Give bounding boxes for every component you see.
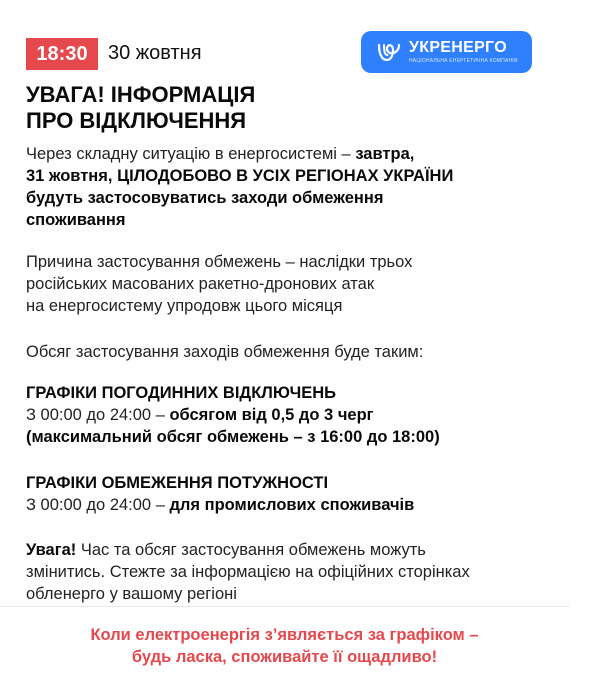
section1-time: З 00:00 до 24:00 – [26, 406, 170, 424]
section1-note: (максимальний обсяг обмежень – з 16:00 до 18:00) [26, 428, 440, 446]
para2-line-3: на енергосистему упродовж цього місяця [26, 297, 343, 315]
para1-bold-tomorrow: завтра, [355, 145, 415, 163]
warning-line-2: змінитись. Стежте за інформацією на офіційних сторінках [26, 563, 470, 581]
para1-bold-date: 31 жовтня, ЦІЛОДОБОВО В УСІХ РЕГІОНАХ УКРАЇНИ [26, 167, 454, 185]
warning-line-3: обленерго у вашому регіоні [26, 585, 237, 603]
warning-text-1: Час та обсяг застосування обмежень можуть [76, 541, 426, 559]
date-text: 30 жовтня [108, 42, 202, 64]
paragraph-warning [26, 539, 546, 605]
para1-lead: Через складну ситуацію в енергосистемі – [26, 145, 356, 163]
section1-schedule [26, 404, 546, 426]
title-line-2: ПРО ВІДКЛЮЧЕННЯ [26, 108, 247, 133]
time-text: 18:30 [36, 42, 88, 65]
logo-subtitle: НАЦІОНАЛЬНА ЕНЕРГЕТИЧНА КОМПАНІЯ [409, 58, 518, 64]
section2-detail: для промислових споживачів [169, 496, 415, 514]
page-title [26, 82, 446, 134]
time-badge [26, 38, 98, 70]
paragraph-outage-notice [26, 143, 546, 231]
paragraph-reason [26, 251, 546, 317]
section1-detail: обсягом від 0,5 до 3 черг [169, 406, 374, 424]
para2-line-1: Причина застосування обмежень – наслідки трьох [26, 253, 413, 271]
warning-line-1 [26, 539, 546, 561]
title-line-1: УВАГА! ІНФОРМАЦІЯ [26, 82, 256, 107]
warning-label: Увага! [26, 541, 77, 559]
para1-line-1 [26, 143, 546, 165]
section2-time: З 00:00 до 24:00 – [26, 496, 170, 514]
para1-bold-consumption: споживання [26, 211, 126, 229]
ukrenergo-logo [361, 31, 532, 73]
para1-bold-measures: будуть застосовуватись заходи обмеження [26, 189, 384, 207]
logo-name: УКРЕНЕРГО [409, 39, 507, 56]
section2-title: ГРАФІКИ ОБМЕЖЕННЯ ПОТУЖНОСТІ [26, 474, 329, 492]
footer-line-1: Коли електроенергія з’являється за графіком – [90, 626, 479, 644]
paragraph-scope: Обсяг застосування заходів обмеження буде таким: [26, 343, 424, 361]
footer-line-2: будь ласка, споживайте її ощадливо! [131, 648, 438, 666]
section2-schedule [26, 494, 546, 516]
footer-divider [0, 606, 569, 607]
ukrenergo-logo-icon [375, 38, 403, 66]
para2-line-2: російських масованих ракетно-дронових атак [26, 275, 375, 293]
para1-line-3 [26, 187, 546, 209]
para1-line-4 [26, 209, 546, 231]
footer-message [0, 624, 569, 668]
para1-line-2 [26, 165, 546, 187]
section1-title: ГРАФІКИ ПОГОДИННИХ ВІДКЛЮЧЕНЬ [26, 384, 337, 402]
